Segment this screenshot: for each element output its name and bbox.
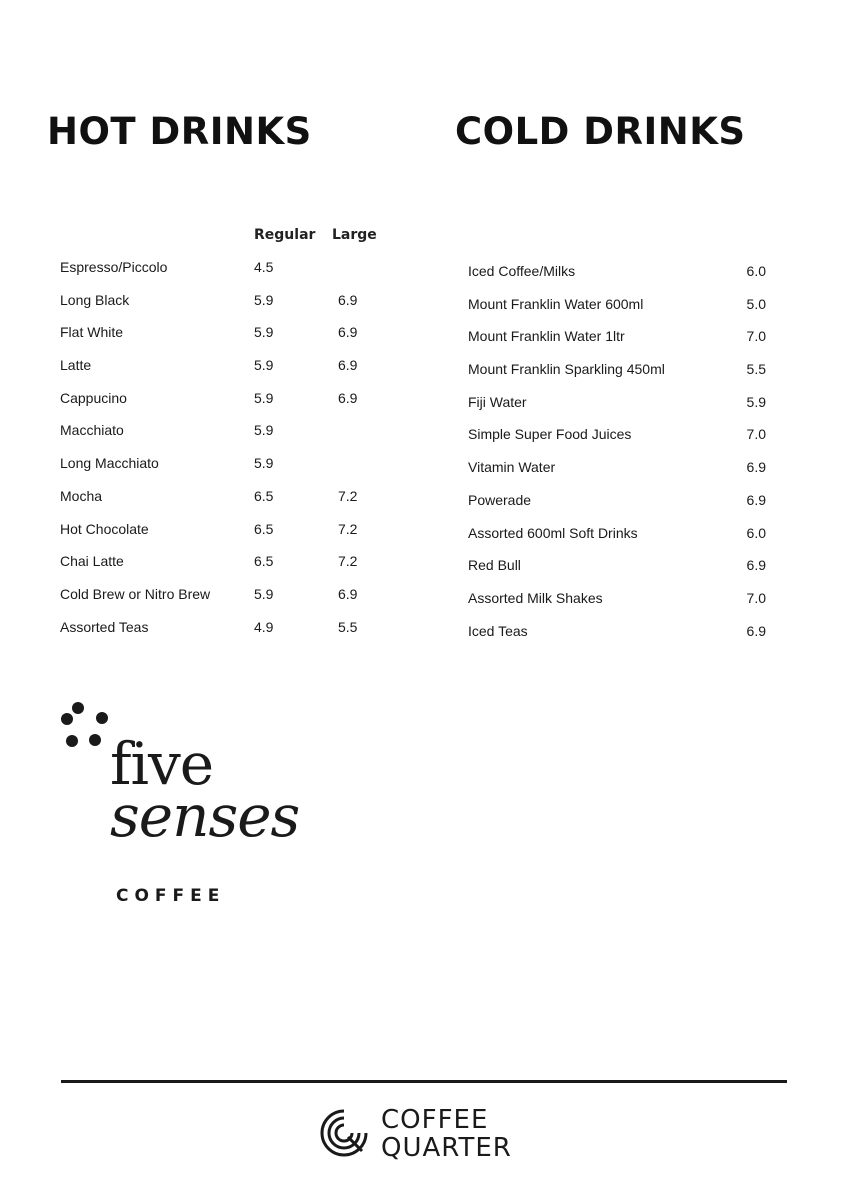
hot-drink-row: [60, 422, 390, 455]
drink-price: 5.9: [746, 393, 766, 410]
cold-drink-row: [468, 623, 778, 656]
cold-drink-row: [468, 394, 778, 427]
brand-name: [110, 730, 300, 850]
drink-name: Chai Latte: [60, 553, 124, 570]
logo-dot: [72, 702, 84, 714]
drink-price: 6.9: [746, 459, 766, 476]
drink-price: 5.5: [746, 361, 766, 378]
drink-name: Latte: [60, 357, 92, 374]
wordmark-line2: QUARTER: [381, 1133, 512, 1163]
drink-name: Mocha: [60, 487, 103, 504]
regular-price: 5.9: [254, 422, 274, 439]
drink-price: 5.0: [746, 295, 766, 312]
hot-drinks-heading: HOT DRINKS: [47, 110, 312, 153]
drink-name: Assorted Teas: [60, 618, 149, 635]
logo-dot: [66, 735, 78, 747]
regular-price: 6.5: [254, 487, 274, 504]
regular-price: 5.9: [254, 389, 274, 406]
cold-drink-row: [468, 361, 778, 394]
large-price: 7.2: [338, 520, 358, 537]
drink-name: Hot Chocolate: [60, 520, 149, 537]
hot-drink-row: [60, 259, 390, 292]
logo-dot: [61, 713, 73, 725]
large-column-header: Large: [332, 227, 377, 243]
regular-price: 5.9: [254, 291, 274, 308]
large-price: 5.5: [338, 618, 358, 635]
drink-price: 7.0: [746, 328, 766, 345]
cold-drink-row: [468, 492, 778, 525]
cold-drink-row: [468, 557, 778, 590]
coffee-quarter-wordmark: [381, 1106, 512, 1162]
drink-name: Assorted 600ml Soft Drinks: [468, 524, 638, 541]
large-price: 7.2: [338, 487, 358, 504]
drink-name: Macchiato: [60, 422, 124, 439]
drink-price: 6.9: [746, 557, 766, 574]
regular-price: 6.5: [254, 520, 274, 537]
cold-drinks-list: [468, 263, 778, 655]
large-price: 7.2: [338, 553, 358, 570]
regular-price: 4.5: [254, 259, 274, 275]
logo-dot: [96, 712, 108, 724]
drink-name: Powerade: [468, 491, 532, 508]
drink-name: Mount Franklin Water 600ml: [468, 295, 644, 312]
hot-drink-row: [60, 390, 390, 423]
hot-drink-row: [60, 521, 390, 554]
five-senses-logo: [58, 698, 358, 913]
drink-name: Iced Coffee/Milks: [468, 263, 576, 279]
large-price: 6.9: [338, 389, 358, 406]
drink-name: Long Black: [60, 291, 130, 308]
hot-drink-row: [60, 619, 390, 652]
logo-dot: [89, 734, 101, 746]
drink-name: Espresso/Piccolo: [60, 259, 168, 275]
cold-drink-row: [468, 263, 778, 296]
drink-name: Red Bull: [468, 557, 521, 574]
footer-divider: [61, 1080, 787, 1083]
drink-name: Assorted Milk Shakes: [468, 589, 603, 606]
regular-price: 5.9: [254, 324, 274, 341]
brand-name-line1: five: [110, 730, 214, 798]
cold-drink-row: [468, 426, 778, 459]
drink-price: 6.9: [746, 491, 766, 508]
wordmark-line1: COFFEE: [381, 1105, 489, 1135]
regular-price: 5.9: [254, 585, 274, 602]
large-price: 6.9: [338, 357, 358, 374]
hot-drinks-list: [60, 259, 390, 651]
regular-price: 6.5: [254, 553, 274, 570]
large-price: 6.9: [338, 585, 358, 602]
drink-name: Mount Franklin Sparkling 450ml: [468, 361, 665, 378]
brand-subtitle: COFFEE: [116, 886, 226, 906]
cold-drink-row: [468, 296, 778, 329]
regular-price: 5.9: [254, 357, 274, 374]
cold-drink-row: [468, 590, 778, 623]
hot-drink-row: [60, 455, 390, 488]
large-price: 6.9: [338, 324, 358, 341]
drink-price: 7.0: [746, 426, 766, 443]
cq-swirl-icon: [318, 1107, 370, 1159]
regular-price: 5.9: [254, 455, 274, 472]
cold-drink-row: [468, 525, 778, 558]
drink-name: Mount Franklin Water 1ltr: [468, 328, 625, 345]
regular-price: 4.9: [254, 618, 274, 635]
drink-price: 6.0: [746, 524, 766, 541]
drink-price: 6.0: [746, 263, 766, 279]
brand-name-line2: senses: [110, 782, 300, 850]
hot-drink-row: [60, 357, 390, 390]
drink-name: Long Macchiato: [60, 455, 159, 472]
regular-column-header: Regular: [254, 227, 316, 243]
drink-name: Fiji Water: [468, 393, 527, 410]
hot-drink-row: [60, 292, 390, 325]
drink-name: Flat White: [60, 324, 124, 341]
drink-name: Iced Teas: [468, 622, 528, 639]
large-price: 6.9: [338, 291, 358, 308]
cold-drink-row: [468, 328, 778, 361]
cold-drinks-heading: COLD DRINKS: [455, 110, 746, 153]
cold-drink-row: [468, 459, 778, 492]
hot-drink-row: [60, 488, 390, 521]
hot-drink-row: [60, 324, 390, 357]
hot-drink-row: [60, 586, 390, 619]
drink-price: 7.0: [746, 589, 766, 606]
hot-drink-row: [60, 553, 390, 586]
drink-name: Cappucino: [60, 389, 127, 406]
drink-name: Cold Brew or Nitro Brew: [60, 585, 211, 602]
drink-name: Simple Super Food Juices: [468, 426, 632, 443]
drink-name: Vitamin Water: [468, 459, 556, 476]
coffee-quarter-logo: [318, 1105, 558, 1165]
drink-price: 6.9: [746, 622, 766, 639]
